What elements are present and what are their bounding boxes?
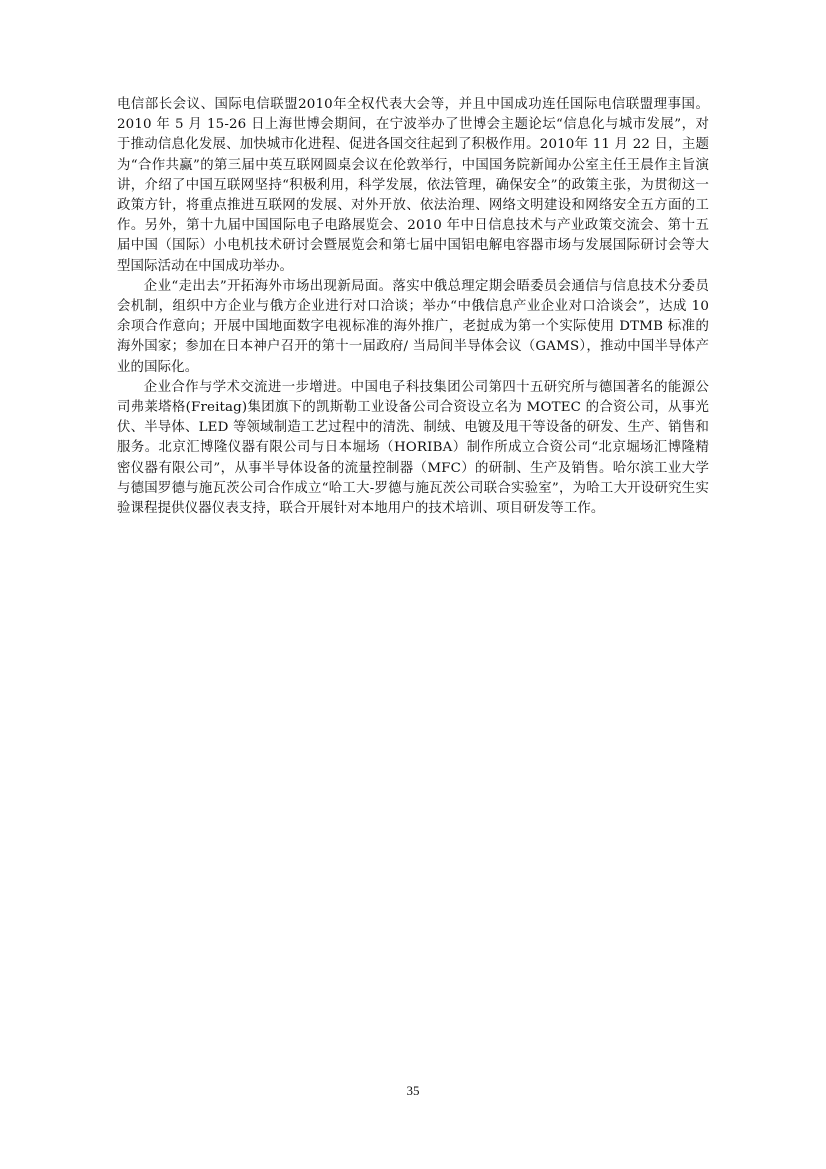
paragraph-1: 电信部长会议、国际电信联盟2010年全权代表大会等，并且中国成功连任国际电信联盟理事国。2010 年 5 月 15-26 日上海世博会期间，在宁波举办了世博会主题论坛“信息化与城市发展”，对于推动信息化发展、加快城市化进程、促进各国交往起到了积极作用。2010年 11 月 22 日，主题为“合作共赢”的第三届中英互联网圆桌会议在伦敦举行，中国国务院新闻办公室主任王晨作主旨演讲，介绍了中国互联网坚持“积极利用，科学发展，依法管理，确保安全”的政策主张，为贯彻这一政策方针，将重点推进互联网的发展、对外开放、依法治理、网络文明建设和网络安全五方面的工作。另外，第十九届中国国际电子电路展览会、2010 年中日信息技术与产业政策交流会、第十五届中国（国际）小电机技术研讨会暨展览会和第七届中国铝电解电容器市场与发展国际研讨会等大型国际活动在中国成功举办。 xyxy=(117,97,709,274)
paragraph-2: 企业“走出去”开拓海外市场出现新局面。落实中俄总理定期会晤委员会通信与信息技术分委员会机制，组织中方企业与俄方企业进行对口洽谈；举办“中俄信息产业企业对口洽谈会”，达成 10 余项合作意向；开展中国地面数字电视标准的海外推广，老挝成为第一个实际使用 DTMB 标准的海外国家；参加在日本神户召开的第十一届政府/ 当局间半导体会议（GAMS），推动中国半导体产业的国际化。 xyxy=(117,278,709,375)
page-number: 35 xyxy=(406,1083,420,1098)
body-text xyxy=(117,95,709,519)
paragraph-3: 企业合作与学术交流进一步增进。中国电子科技集团公司第四十五研究所与德国著名的能源公司弗莱塔格(Freitag)集团旗下的凯斯勒工业设备公司合资设立名为 MOTEC 的合资公司，从事光伏、半导体、LED 等领域制造工艺过程中的清洗、制绒、电镀及甩干等设备的研发、生产、销售和服务。北京汇博隆仪器有限公司与日本堀场（HORIBA）制作所成立合资公司“北京堀场汇博隆精密仪器有限公司”，从事半导体设备的流量控制器（MFC）的研制、生产及销售。哈尔滨工业大学与德国罗德与施瓦茨公司合作成立“哈工大-罗德与施瓦茨公司联合实验室”，为哈工大开设研究生实验课程提供仪器仪表支持，联合开展针对本地用户的技术培训、项目研发等工作。 xyxy=(117,379,709,517)
